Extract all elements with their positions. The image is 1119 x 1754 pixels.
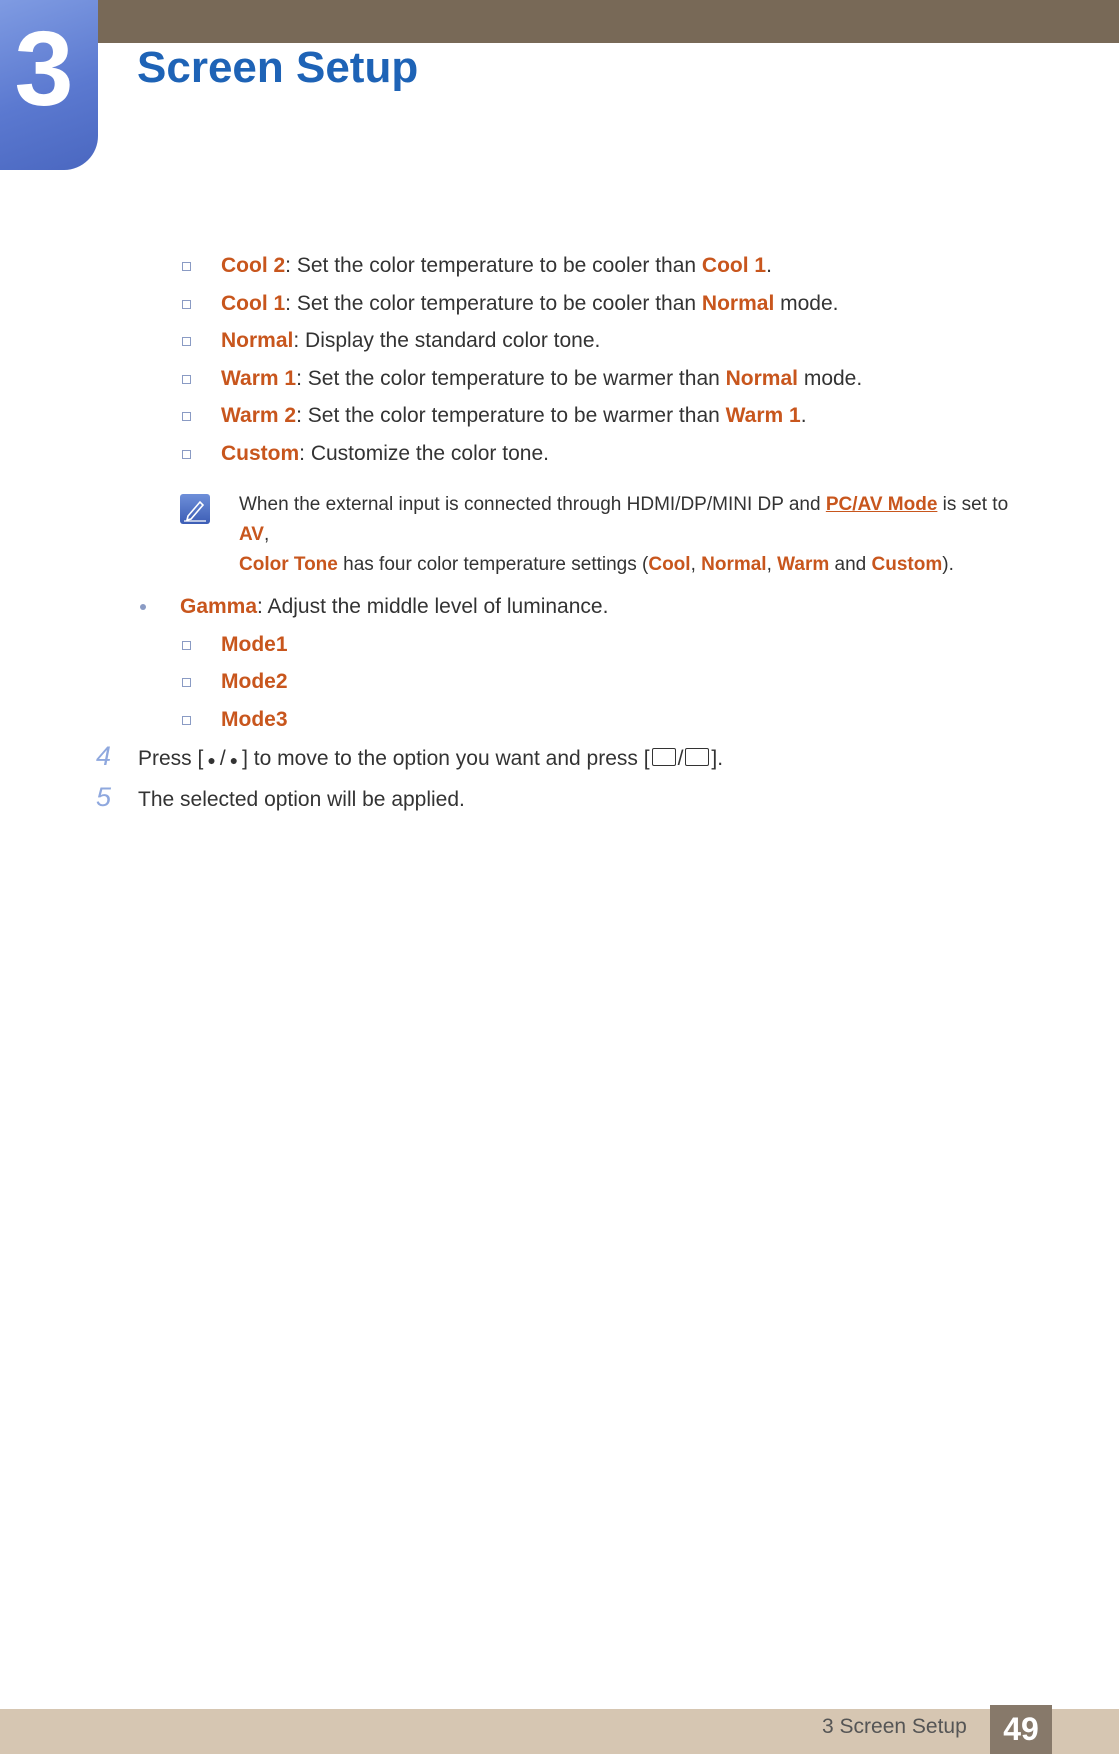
round-bullet-icon <box>140 604 146 610</box>
square-bullet-icon <box>182 375 191 384</box>
chapter-tab <box>0 0 98 170</box>
step-number: 5 <box>96 782 112 812</box>
enter-button-icon <box>685 748 709 766</box>
note-pencil-icon <box>180 494 210 524</box>
chapter-number: 3 <box>14 10 74 128</box>
note-line-3: Color Tone has four color temperature settings (Cool, Normal, Warm and Custom). <box>239 554 954 575</box>
square-bullet-icon <box>182 716 191 725</box>
header-bar <box>0 0 1119 43</box>
option-label: Warm 2 <box>221 404 297 427</box>
note-block <box>239 490 1039 580</box>
page-number: 49 <box>990 1705 1052 1754</box>
square-bullet-icon <box>182 678 191 687</box>
square-bullet-icon <box>182 300 191 309</box>
square-bullet-icon <box>182 641 191 650</box>
down-button-icon: ● <box>229 752 239 768</box>
square-bullet-icon <box>182 262 191 271</box>
footer-label: 3 Screen Setup <box>822 1715 967 1738</box>
option-label: Normal <box>221 329 294 352</box>
square-bullet-icon <box>182 450 191 459</box>
square-bullet-icon <box>182 337 191 346</box>
option-label: Cool 2 <box>221 254 286 277</box>
gamma-label: Gamma <box>180 595 258 618</box>
source-button-icon <box>652 748 676 766</box>
square-bullet-icon <box>182 412 191 421</box>
note-line-1: When the external input is connected through HDMI/DP/MINI DP and PC/AV Mode is set to <box>239 494 1009 515</box>
pc-av-mode-link[interactable]: PC/AV Mode <box>825 494 938 515</box>
option-label: Warm 1 <box>221 367 297 390</box>
page-title: Screen Setup <box>137 43 419 92</box>
up-button-icon: ● <box>207 752 216 768</box>
option-label: Cool 1 <box>221 292 286 315</box>
step-number: 4 <box>96 741 112 771</box>
option-label: Custom <box>221 442 300 465</box>
note-line-2: AV, <box>239 524 270 545</box>
